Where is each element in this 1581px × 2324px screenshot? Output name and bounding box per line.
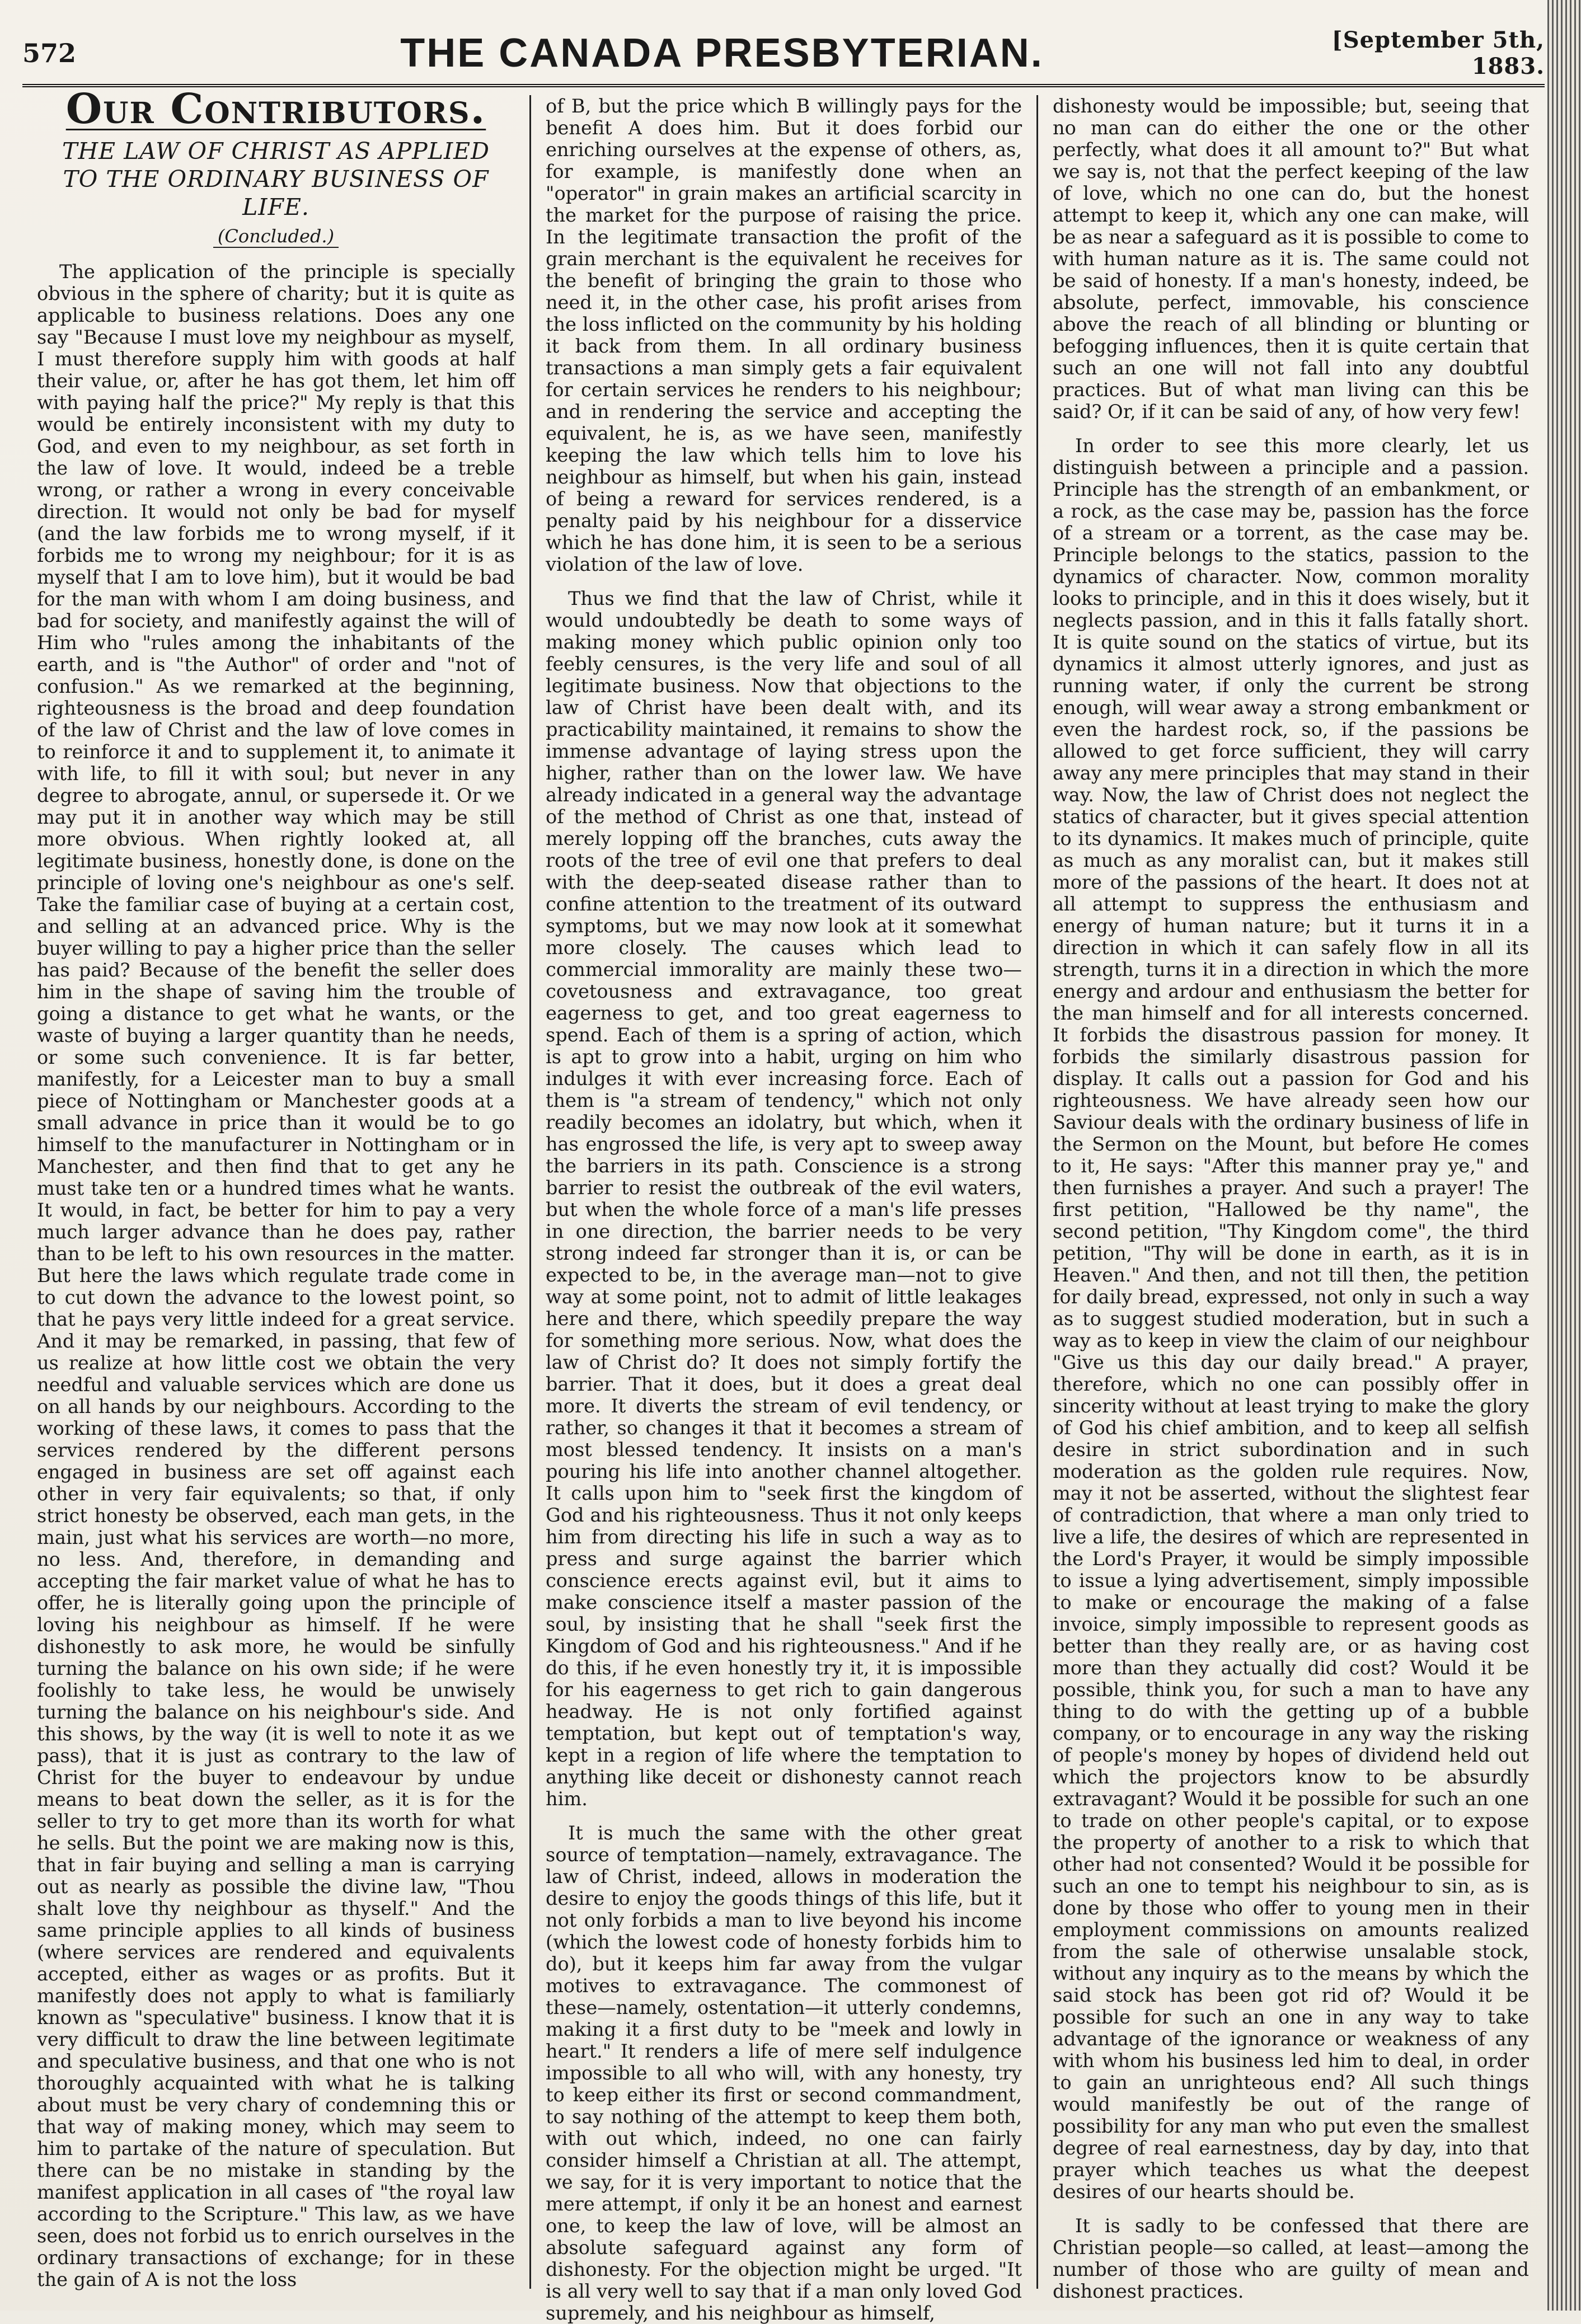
section-heading: Our Contributors. <box>65 85 486 133</box>
paragraph: In order to see this more clearly, let us distinguish between a principle and a passion. Principle has the strength of an embankment, or a rock, as the case may be, passion has the force of a stream or a torrent, as the case may be. Principle belongs to the statics, passion to the dynamics of character. Now, common morality looks to principle, and in this it does wisely, but it neglects passion, and in this it falls fatally short. It is quite sound on the statics of virtue, but its dynamics it almost utterly ignores, and just as running water, if only the current be strong enough, will wear away a strong embankment or even the hardest rock, so, if the passions be allowed to get force sufficient, they will carry away any mere principles that may stand in their way. Now, the law of Christ does not neglect the statics of character, but it gives special attention to its dynamics. It makes much of principle, quite as much as any moralist can, but it makes still more of the passions of the heart. It does not at all attempt to suppress the enthusiasm and energy of human nature; but it turns it in a direction in which it can safely flow in all its strength, turns it in a direction in which the more energy and ardour and enthusiasm the better for the man himself and for all interests concerned. It forbids the disastrous passion for money. It forbids the similarly disastrous passion for display. It calls out a passion for God and his righteousness. We have already seen how our Saviour deals with the ordinary business of life in the Sermon on the Mount, but before He comes to it, He says: "After this manner pray ye," and then furnishes a prayer. And such a prayer! The first petition, "Hallowed be thy name", the second petition, "Thy Kingdom come", the third petition, "Thy will be done in earth, as it is in Heaven." And then, and not till then, the petition for daily bread, expressed, not only in such a way as to suggest studied moderation, but in such a way as to keep in view the claim of our neighbour "Give us this day our daily bread." A prayer, therefore, which no one can possibly offer in sincerity without at least trying to make the glory of God his chief ambition, and to keep all selfish desire in strict subordination and in such moderation as the golden rule requires. Now, may it not be asserted, without the slightest fear of contradiction, that where a man only tried to live a life, the desires of which are represented in the Lord's Prayer, it would be simply impossible to issue a lying advertisement, simply impossible to make or encourage the making of a false invoice, simply impossible to represent goods as better than they really are, or as having cost more than they actually did cost? Would it be possible, think you, for such a man to have any thing to do with the getting up of a bubble company, or to encourage in any way the risking of people's money by hopes of dividend held out which the projectors know to be absurdly extravagant? Would it be possible for such an one to trade on other people's capital, or to expose the property of another to a risk to which that other had not consented? Would it be possible for such an one to tempt his neighbour to sin, as is done by those who offer to young men in their employment commissions on amounts realized from the sale of otherwise unsalable stock, without any inquiry as to the means by which the said stock has been got rid of? Would it be possible for such an one in any way to take advantage of the ignorance or weakness of any with whom his business led him to deal, in order to gain an unrighteous end? All such things would manifestly be out of the range of possibility for any man who put even the smallest degree of real earnestness, day by day, into that prayer which teaches us what the deepest desires of our hearts should be. <box>1053 435 1529 2203</box>
paragraph: It is sadly to be confessed that there are Christian people—so called, at least—among the number of those who are guilty of mean and dishonest practices. <box>1053 2215 1529 2302</box>
scan-edge <box>1547 0 1581 2311</box>
paragraph: It is much the same with the other great source of temptation—namely, extravagance. The law of Christ, indeed, allows in moderation the desire to enjoy the goods things of this life, but it not only forbids a man to live beyond his income (which the lowest code of honesty forbids him to do), but it keeps him far away from the vulgar motives to extravagance. The commonest of these—namely, ostentation—it utterly condemns, making it a first duty to be "meek and lowly in heart." It renders a life of mere self indulgence impossible to all who will, with any honesty, try to keep either its first or second commandment, to say nothing of the attempt to keep them both, with out which, indeed, no one can fairly consider himself a Christian at all. The attempt, we say, for it is very important to notice that the mere attempt, if only it be an honest and earnest one, to keep the law of love, will be almost an absolute safeguard against any form of dishonesty. For the objection might be urged. "It is all very well to say that if a man only loved God supremely, and his neighbour as himself, <box>546 1822 1022 2324</box>
article-status-text: (Concluded.) <box>213 226 339 248</box>
paragraph: dishonesty would be impossible; but, seeing that no man can do either the one or the other perfectly, what does it all amount to?" But what we say is, not that the perfect keeping of the law of love, which no one can do, but the honest attempt to keep it, which any one can make, will be as near a safeguard as it is possible to come to with human nature as it is. The same could not be said of honesty. If a man's honesty, indeed, be absolute, perfect, immovable, his conscience above the reach of all blinding or blunting or befogging influences, then it is quite certain that such an one will not fall into any doubtful practices. But of what man living can this be said? Or, if it can be said of any, of how very few! <box>1053 95 1529 422</box>
column-2 <box>529 95 1036 2324</box>
issue-date: [September 5th, 1883. <box>1331 27 1545 79</box>
article-title: THE LAW OF CHRIST AS APPLIED TO THE ORDINARY BUSINESS OF LIFE. <box>62 138 490 220</box>
paragraph: Thus we find that the law of Christ, while it would undoubtedly be death to some ways of making money which public opinion only too feebly censures, is the very life and soul of all legitimate business. Now that objections to the law of Christ have been dealt with, and its practicability maintained, it remains to show the immense advantage of laying stress upon the higher, rather than on the lower law. We have already indicated in a general way the advantage of the method of Christ as one that, instead of merely lopping off the branches, cuts away the roots of the tree of evil one that prefers to deal with the deep-seated disease rather than to confine attention to the treatment of its outward symptoms, but we may now look at it somewhat more closely. The causes which lead to commercial immorality are mainly these two—covetousness and extravagance, too great eagerness to get, and too great eagerness to spend. Each of them is a spring of action, which is apt to grow into a habit, urging on him who indulges it with ever increasing force. Each of them is "a stream of tendency," which not only readily becomes an idolatry, but which, when it has engrossed the life, is very apt to sweep away the barriers in its path. Conscience is a strong barrier to resist the outbreak of the evil waters, but when the whole force of a man's life presses in one direction, the barrier needs to be very strong indeed far stronger than it is, or can be expected to be, in the average man—not to give way at some point, not to admit of little leakages here and there, which speedily prepare the way for something more serious. Now, what does the law of Christ do? It does not simply fortify the barrier. That it does, but it does a great deal more. It diverts the stream of evil tendency, or rather, so changes it that it becomes a stream of most blessed tendency. It insists on a man's pouring his life into another channel altogether. It calls upon him to "seek first the kingdom of God and his righteousness. Thus it not only keeps him from directing his life in such a way as to press and surge against the barrier which conscience erects against evil, but it aims to make conscience itself a master passion of the soul, by insisting that he shall "seek first the Kingdom of God and his righteousness." And if he do this, if he even honestly try it, it is impossible for his eagerness to get rich to gain dangerous headway. He is not only fortified against temptation, but kept out of temptation's way, kept in a region of life where the temptation to anything like deceit or dishonesty cannot reach him. <box>546 588 1022 1810</box>
page-number: 572 <box>22 38 77 68</box>
article-columns <box>22 85 1545 2324</box>
paper-title: THE CANADA PRESBYTERIAN. <box>400 31 1044 76</box>
paragraph: of B, but the price which B willingly pays for the benefit A does him. But it does forbid our enriching ourselves at the expense of others, as, for example, is manifestly done when an "operator" in grain makes an artificial scarcity in the market for the purpose of raising the price. In the legitimate transaction the profit of the grain merchant is the equivalent he receives for the benefit of bringing the grain to those who need it, in the other case, his profit arises from the loss inflicted on the community by his holding it back from them. In all ordinary business transactions a man simply gets a fair equivalent for certain services he renders to his neighbour; and in rendering the service and accepting the equivalent, he is, as we have seen, manifestly keeping the law which tells him to love his neighbour as himself, but when his gain, instead of being a reward for services rendered, is a penalty paid by his neighbour for a disservice which he has done him, it is seen to be a serious violation of the law of love. <box>546 95 1022 575</box>
article-status <box>37 226 515 247</box>
column-3 <box>1036 95 1544 2302</box>
page-header <box>22 22 1545 87</box>
column-1 <box>22 85 529 2290</box>
paragraph: The application of the principle is specially obvious in the sphere of charity; but it is quite as applicable to business relations. Does any one say "Because I must love my neighbour as myself, I must therefore supply him with goods at half their value, or, after he has got them, let him off with paying half the price?" My reply is that this would be entirely inconsistent with my duty to God, and even to my neighbour, as set forth in the law of love. It would, indeed be a treble wrong, or rather a wrong in every conceivable direction. It would not only be bad for myself (and the law forbids me to wrong myself, if it forbids me to wrong my neighbour; for it is as myself that I am to love him), but it would be bad for the man with whom I am doing business, and bad for society, and manifestly against the will of Him who "rules among the inhabitants of the earth, and is "the Author" of order and "not of confusion." As we remarked at the beginning, righteousness is the broad and deep foundation of the law of Christ and the law of love comes in to reinforce it and to supplement it, to animate it with life, to fill it with soul; but never in any degree to abrogate, annul, or supersede it. Or we may put it in another way which may be still more obvious. When rightly looked at, all legitimate business, honestly done, is done on the principle of loving one's neighbour as one's self. Take the familiar case of buying at a certain cost, and selling at an advanced price. Why is the buyer willing to pay a higher price than the seller has paid? Because of the benefit the seller does him in the shape of saving him the trouble of going a distance to get what he wants, or the waste of buying a larger quantity than he needs, or some such convenience. It is far better, manifestly, for a Leicester man to buy a small piece of Nottingham or Manchester goods at a small advance in price than it would be to go himself to the manufacturer in Nottingham or in Manchester, and then find that to get any he must take ten or a hundred times what he wants. It would, in fact, be better for him to pay a very much larger advance than he does pay, rather than to be left to his own resources in the matter. But here the laws which regulate trade come in to cut down the advance to the lowest point, so that he pays very little indeed for a great service. And it may be remarked, in passing, that few of us realize at how little cost we obtain the very needful and valuable services which are done us on all hands by our neighbours. According to the working of these laws, it comes to pass that the services rendered by the different persons engaged in business are set off against each other in very fair equivalents; so that, if only strict honesty be observed, each man gets, in the main, just what his services are worth—no more, no less. And, therefore, in demanding and accepting the fair market value of what he has to offer, he is literally going upon the principle of loving his neighbour as himself. If he were dishonestly to ask more, he would be sinfully turning the balance on his own side; if he were foolishly to take less, he would be unwisely turning the balance on his neighbour's side. And this shows, by the way (it is well to note it as we pass), that it is just as contrary to the law of Christ for the buyer to endeavour by undue means to beat down the seller, as it is for the seller to try to get more than its worth for what he sells. But the point we are making now is this, that in fair buying and selling a man is carrying out as nearly as possible the divine law, "Thou shalt love thy neighbour as thyself." And the same principle applies to all kinds of business (where services are rendered and equivalents accepted, either as wages or as profits. But it manifestly does not apply to what is familiarly known as "speculative" business. I know that it is very difficult to draw the line between legitimate and speculative business, and that one who is not thoroughly acquainted with what he is talking about must be very chary of condemning this or that way of making money, which may seem to him to partake of the nature of speculation. But there can be no mistake in standing by the manifest application in all cases of "the royal law according to the Scripture." This law, as we have seen, does not forbid us to enrich ourselves in the ordinary transactions of exchange; for in these the gain of A is not the loss <box>37 261 515 2290</box>
